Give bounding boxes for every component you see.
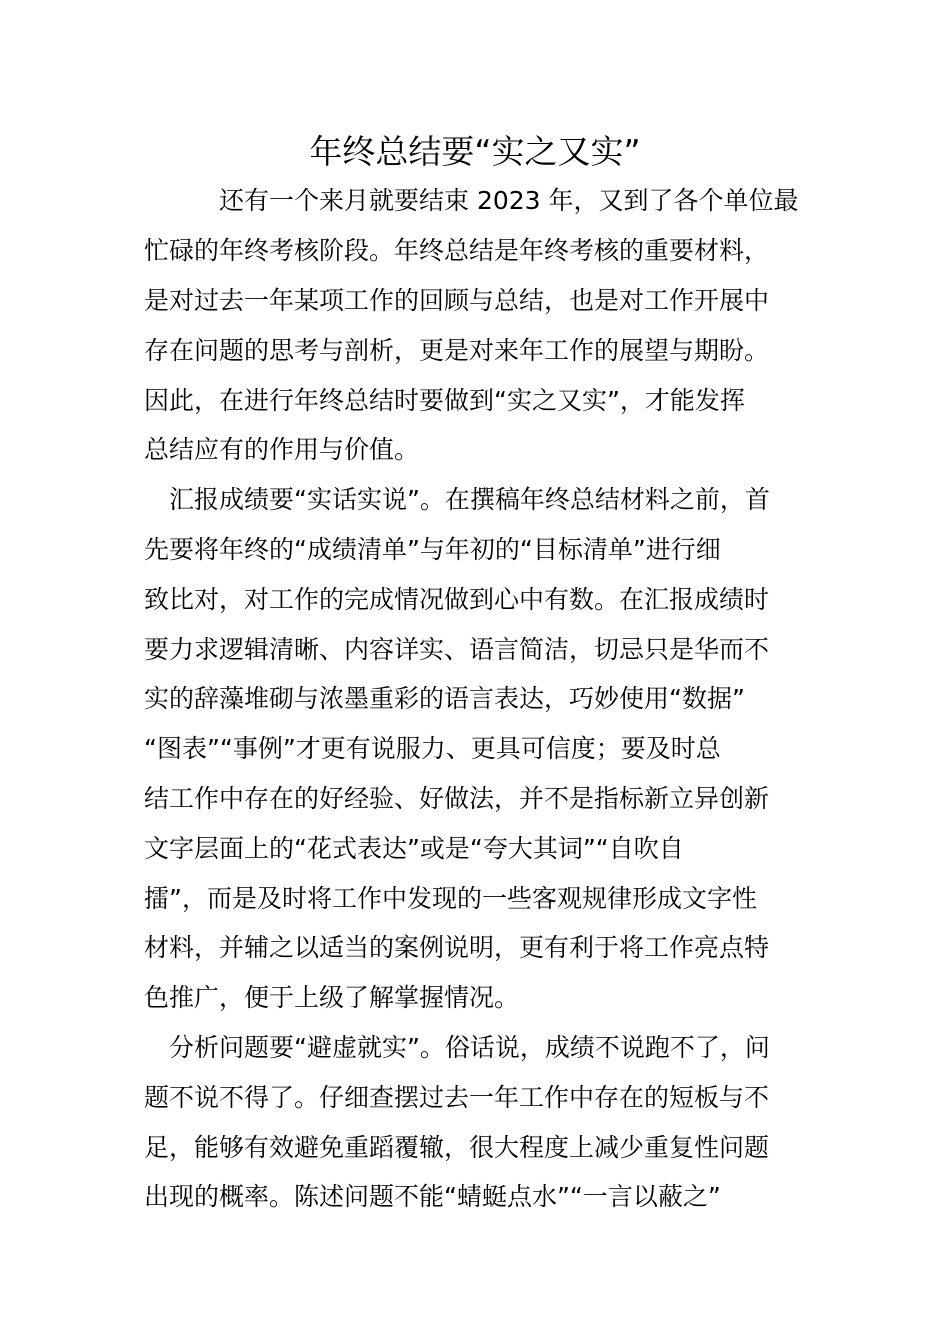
- paragraph-line: 汇报成绩要“实话实说”。在撰稿年终总结材料之前，首: [169, 485, 770, 514]
- paragraph-line: 实的辞藻堆砌与浓墨重彩的语言表达，巧妙使用“数据”: [144, 684, 745, 713]
- paragraph-line: 足，能够有效避免重蹈覆辙，很大程度上减少重复性问题: [144, 1133, 770, 1162]
- paragraph-line: 因此，在进行年终总结时要做到“实之又实”，才能发挥: [144, 386, 745, 415]
- paragraph-line: 分析问题要“避虚就实”。俗话说，成绩不说跑不了，问: [169, 1033, 770, 1062]
- paragraph-line: 出现的概率。陈述问题不能“蜻蜓点水”“一言以蔽之”: [144, 1182, 721, 1211]
- document-title: 年终总结要“实之又实”: [309, 132, 641, 171]
- paragraph-line: 是对过去一年某项工作的回顾与总结，也是对工作开展中: [144, 286, 770, 315]
- paragraph-line: 要力求逻辑清晰、内容详实、语言简洁，切忌只是华而不: [144, 635, 770, 664]
- paragraph-line: 先要将年终的“成绩清单”与年初的“目标清单”进行细: [144, 535, 721, 564]
- paragraph-line: 擂”，而是及时将工作中发现的一些客观规律形成文字性: [144, 884, 757, 913]
- paragraph-line: 还有一个来月就要结束 2023 年，又到了各个单位最: [219, 186, 799, 215]
- paragraph-line: 题不说不得了。仔细查摆过去一年工作中存在的短板与不: [144, 1083, 770, 1112]
- paragraph-line: 结工作中存在的好经验、好做法，并不是指标新立异创新: [144, 784, 770, 813]
- paragraph-line: 致比对，对工作的完成情况做到心中有数。在汇报成绩时: [144, 585, 770, 614]
- paragraph-line: 色推广，便于上级了解掌握情况。: [144, 983, 520, 1012]
- paragraph-line: 存在问题的思考与剖析，更是对来年工作的展望与期盼。: [144, 336, 770, 365]
- paragraph-line: “图表”“事例”才更有说服力、更具可信度；要及时总: [144, 734, 721, 763]
- paragraph-line: 忙碌的年终考核阶段。年终总结是年终考核的重要材料，: [144, 236, 770, 265]
- paragraph-line: 总结应有的作用与价值。: [144, 435, 420, 464]
- paragraph-line: 材料，并辅之以适当的案例说明，更有利于将工作亮点特: [144, 933, 770, 962]
- paragraph-line: 文字层面上的“花式表达”或是“夸大其词”“自吹自: [144, 834, 684, 863]
